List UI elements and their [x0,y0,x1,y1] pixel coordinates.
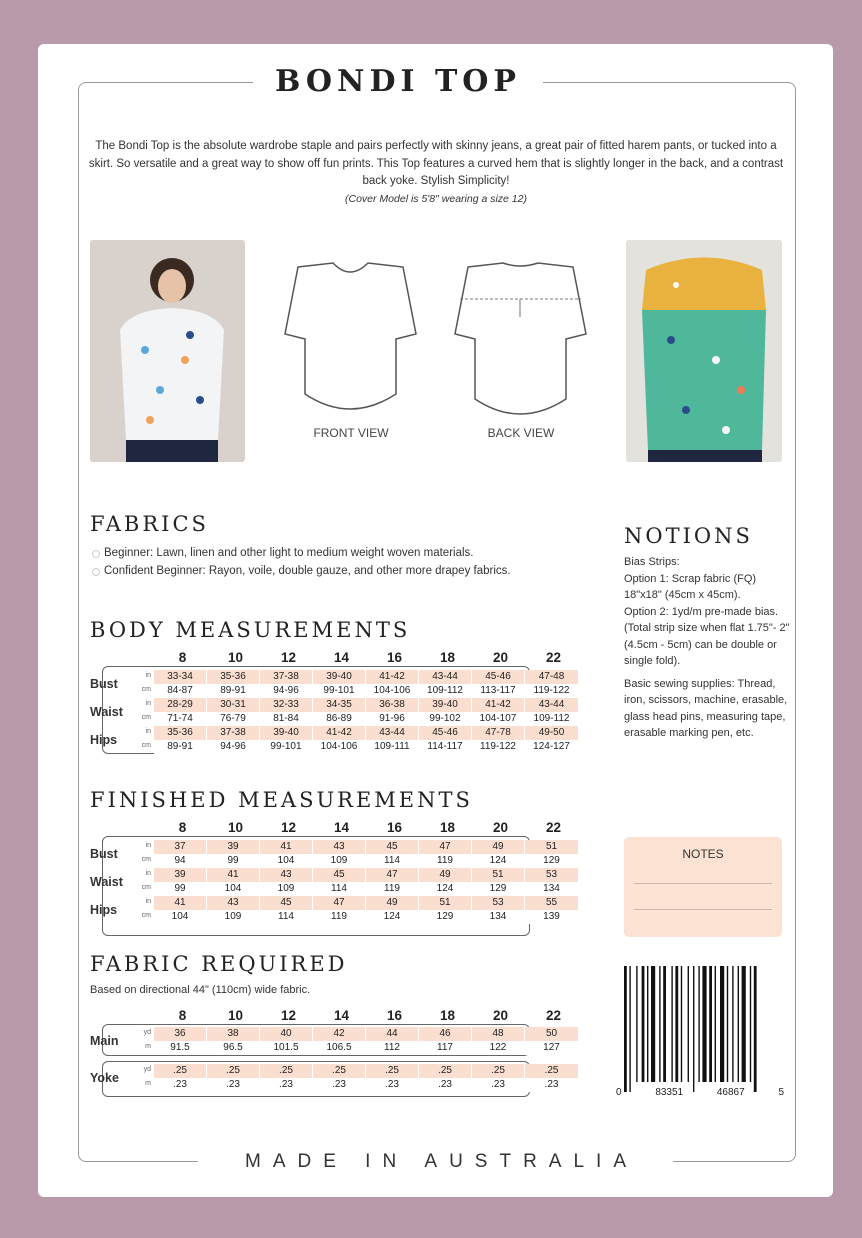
barcode-bar [671,966,672,1082]
table-cell: 86-89 [313,712,366,726]
table-cell: 109-112 [419,684,472,698]
back-photo [626,240,782,462]
barcode-bar [675,966,678,1082]
row-label: Hips [90,733,118,747]
row-label: Bust [90,847,118,861]
table-cell: 43 [260,868,313,882]
table-cell: 139 [525,910,578,924]
size-label: 20 [492,650,509,665]
table-cell: 104 [207,882,260,896]
fabric-required-table [90,1027,578,1092]
table-row [90,896,578,924]
table-cell: 40 [260,1027,313,1041]
table-cell: .25 [366,1064,419,1078]
table-cell: 47-78 [472,726,525,740]
fabrics-heading: FABRICS [90,512,209,536]
finished-measurements-heading: FINISHED MEASUREMENTS [90,788,473,812]
table-cell: 104-106 [366,684,419,698]
size-label: 12 [280,1008,297,1023]
table-cell: 104 [260,854,313,868]
table-cell: 104-106 [313,740,366,754]
table-cell: 94 [154,854,207,868]
table-cell: .25 [207,1064,260,1078]
footer-text: MADE IN AUSTRALIA [245,1151,638,1172]
table-cell: 43 [207,896,260,910]
table-cell: 50 [525,1027,578,1041]
table-cell: 39-40 [419,698,472,712]
table-cell: 106.5 [313,1041,366,1055]
barcode-bar [715,966,716,1082]
table-cell: 45 [366,840,419,854]
unit-label: in [145,700,151,707]
front-photo [90,240,245,462]
barcode-bar [624,966,627,1092]
table-cell: 47 [366,868,419,882]
unit-label: cm [141,714,151,721]
table-cell: 37-38 [207,726,260,740]
barcode-bar [738,966,739,1082]
table-cell: 35-36 [154,726,207,740]
table-cell: 39-40 [260,726,313,740]
table-cell: 94-96 [260,684,313,698]
unit-label: in [145,672,151,679]
table-cell: 49 [366,896,419,910]
table-cell: 53 [525,868,578,882]
size-label: 18 [439,650,456,665]
unit-label: cm [141,884,151,891]
table-cell: 89-91 [154,740,207,754]
barcode-image [624,966,774,1096]
table-cell: .23 [207,1078,260,1092]
table-cell: 36-38 [366,698,419,712]
footer-block [198,1144,673,1180]
barcode-bar [709,966,712,1082]
finished-size-header [156,820,580,835]
size-label: 20 [492,1008,509,1023]
unit-label: cm [141,742,151,749]
back-view-sketch [448,259,593,419]
size-label: 22 [545,820,562,835]
barcode-bar [750,966,751,1082]
table-cell: 38 [207,1027,260,1041]
front-view-label: FRONT VIEW [313,426,389,440]
table-cell: 112 [366,1041,419,1055]
table-cell: 33-34 [154,670,207,684]
table-cell: 43-44 [525,698,578,712]
table-row [90,698,578,726]
barcode-bar [647,966,648,1082]
unit-label: in [145,842,151,849]
table-cell: 122 [472,1041,525,1055]
table-cell: .23 [154,1078,207,1092]
barcode-digit: 83351 [655,1087,684,1098]
table-cell: 39 [207,840,260,854]
intro-cover-note: (Cover Model is 5'8" wearing a size 12) [345,192,527,205]
size-label: 16 [386,1008,403,1023]
row-label: Hips [90,903,118,917]
body-measurements-table [90,670,578,754]
table-cell: 41-42 [472,698,525,712]
table-cell: 47-48 [525,670,578,684]
notions-paragraph: Option 2: 1yd/m pre-made bias. (Total strip size when flat 1.75"- 2" (4.5cm - 5cm) can be double or single fold). [624,605,790,667]
table-cell: 45-46 [472,670,525,684]
table-cell: .25 [472,1064,525,1078]
notions-paragraph: Bias Strips: [624,556,680,568]
table-cell: 71-74 [154,712,207,726]
size-label: 12 [280,820,297,835]
table-row [90,868,578,896]
table-cell: 43-44 [419,670,472,684]
table-cell: 101.5 [260,1041,313,1055]
table-cell: 45 [260,896,313,910]
table-cell: 45-46 [419,726,472,740]
table-cell: 99-101 [313,684,366,698]
unit-label: m [145,1043,151,1050]
table-cell: 49 [419,868,472,882]
table-cell: 44 [366,1027,419,1041]
required-size-header [156,1008,580,1023]
unit-label: in [145,898,151,905]
barcode-bar [636,966,637,1082]
table-cell: 42 [313,1027,366,1041]
size-label: 14 [333,1008,350,1023]
table-cell: .23 [419,1078,472,1092]
table-cell: .25 [313,1064,366,1078]
pattern-back-card [38,44,833,1197]
barcode-numbers [616,1087,784,1098]
size-label: 8 [178,820,187,835]
table-cell: .23 [366,1078,419,1092]
barcode-bar [732,966,733,1082]
unit-label: in [145,870,151,877]
table-cell: 109 [260,882,313,896]
table-cell: 109-111 [366,740,419,754]
row-label: Waist [90,705,123,719]
table-cell: 43 [313,840,366,854]
notes-line [634,883,772,884]
page-title: BONDI TOP [275,64,521,99]
size-label: 8 [178,1008,187,1023]
intro-text-block [88,138,784,208]
barcode-bar [693,966,694,1092]
table-cell: 47 [419,840,472,854]
table-cell: .25 [525,1064,578,1078]
table-cell: 94-96 [207,740,260,754]
table-cell: 48 [472,1027,525,1041]
table-cell: 124 [419,882,472,896]
table-cell: .23 [260,1078,313,1092]
table-cell: 32-33 [260,698,313,712]
table-cell: 119-122 [472,740,525,754]
size-label: 22 [545,1008,562,1023]
unit-label: cm [141,686,151,693]
size-label: 8 [178,650,187,665]
front-view-sketch [278,259,423,419]
table-cell: 49 [472,840,525,854]
table-cell: 37-38 [260,670,313,684]
table-cell: 96.5 [207,1041,260,1055]
body-size-header [156,650,580,665]
table-cell: .23 [313,1078,366,1092]
list-item: Confident Beginner: Rayon, voile, double gauze, and other more drapey fabrics. [92,562,592,580]
back-view-label: BACK VIEW [487,426,555,440]
barcode-bar [754,966,757,1092]
barcode-digit: 5 [778,1087,784,1098]
barcode-bar [629,966,630,1092]
size-label: 22 [545,650,562,665]
table-cell: 43-44 [366,726,419,740]
table-cell: 49-50 [525,726,578,740]
notes-box [624,837,782,937]
table-cell: .25 [260,1064,313,1078]
table-cell: 109 [207,910,260,924]
table-cell: 89-91 [207,684,260,698]
intro-paragraph: The Bondi Top is the absolute wardrobe staple and pairs perfectly with skinny jeans, a great pair of fitted harem pants, or tucked into a skirt. So versatile and a great way to show off fun prints. This Top features a curved hem that is slightly longer in the back, and a contrast back yoke. Stylish Simplicity! [88,140,784,187]
size-label: 14 [333,820,350,835]
table-cell: 41 [260,840,313,854]
table-cell: 47 [313,896,366,910]
unit-label: cm [141,856,151,863]
table-row [90,726,578,754]
table-cell: 55 [525,896,578,910]
table-cell: 81-84 [260,712,313,726]
table-cell: 41-42 [366,670,419,684]
table-cell: 109 [313,854,366,868]
table-cell: .23 [472,1078,525,1092]
table-cell: 36 [154,1027,207,1041]
barcode-bar [663,966,666,1082]
fabrics-list [92,544,592,580]
size-label: 14 [333,650,350,665]
table-cell: 39 [154,868,207,882]
barcode-digit: 46867 [716,1087,745,1098]
barcode-bar [720,966,724,1082]
table-cell: 84-87 [154,684,207,698]
unit-label: yd [143,1066,151,1073]
row-label: Yoke [90,1071,119,1085]
size-label: 18 [439,1008,456,1023]
table-cell: 41-42 [313,726,366,740]
table-cell: 99 [207,854,260,868]
barcode-bar [651,966,655,1082]
table-cell: 114 [260,910,313,924]
table-cell: 91-96 [366,712,419,726]
table-cell: 41 [207,868,260,882]
size-label: 16 [386,820,403,835]
table-cell: 124 [472,854,525,868]
body-measurements-heading: BODY MEASUREMENTS [90,618,411,642]
table-cell: 134 [472,910,525,924]
table-cell: 104-107 [472,712,525,726]
table-cell: 109-112 [525,712,578,726]
table-cell: 45 [313,868,366,882]
unit-label: m [145,1080,151,1087]
row-label: Bust [90,677,118,691]
size-label: 10 [227,1008,244,1023]
barcode-bar [698,966,699,1082]
table-cell: 113-117 [472,684,525,698]
finished-measurements-table [90,840,578,924]
size-label: 12 [280,650,297,665]
table-cell: 119 [313,910,366,924]
table-cell: 28-29 [154,698,207,712]
table-cell: 53 [472,896,525,910]
barcode-digit: 0 [616,1087,622,1098]
table-cell: 35-36 [207,670,260,684]
barcode-bar [681,966,682,1082]
barcode-bar [727,966,728,1082]
table-cell: 124-127 [525,740,578,754]
table-cell: 119 [419,854,472,868]
table-cell: 51 [525,840,578,854]
table-cell: 30-31 [207,698,260,712]
barcode-bar [742,966,746,1082]
table-cell: 129 [472,882,525,896]
table-row [90,1064,578,1092]
title-block [253,62,543,102]
notions-heading: NOTIONS [624,524,753,548]
table-cell: .25 [154,1064,207,1078]
table-cell: 104 [154,910,207,924]
table-cell: 129 [525,854,578,868]
size-label: 16 [386,650,403,665]
table-cell: 114-117 [419,740,472,754]
barcode-bar [659,966,660,1082]
table-cell: .23 [525,1078,578,1092]
notes-line [634,909,772,910]
table-cell: 51 [472,868,525,882]
unit-label: yd [143,1029,151,1036]
table-cell: 99-102 [419,712,472,726]
table-cell: 46 [419,1027,472,1041]
table-cell: 76-79 [207,712,260,726]
size-label: 10 [227,650,244,665]
table-cell: 41 [154,896,207,910]
table-cell: 119 [366,882,419,896]
notions-paragraph: Option 1: Scrap fabric (FQ) 18"x18" (45cm x 45cm). [624,572,757,601]
barcode-bar [702,966,706,1082]
table-cell: 39-40 [313,670,366,684]
table-cell: 127 [525,1041,578,1055]
table-cell: 34-35 [313,698,366,712]
table-row [90,1027,578,1055]
row-label: Main [90,1034,119,1048]
row-label: Waist [90,875,123,889]
table-cell: 134 [525,882,578,896]
table-cell: 117 [419,1041,472,1055]
barcode-bar [688,966,689,1082]
size-label: 10 [227,820,244,835]
table-cell: 51 [419,896,472,910]
fabric-required-heading: FABRIC REQUIRED [90,952,348,976]
fabric-required-note: Based on directional 44" (110cm) wide fabric. [90,984,311,996]
list-item: Beginner: Lawn, linen and other light to medium weight woven materials. [92,544,592,562]
table-cell: 99 [154,882,207,896]
unit-label: in [145,728,151,735]
barcode-bar [642,966,645,1082]
table-cell: 37 [154,840,207,854]
notions-panel [624,524,794,748]
notes-title: NOTES [682,847,724,861]
table-cell: .25 [419,1064,472,1078]
table-cell: 119-122 [525,684,578,698]
size-label: 18 [439,820,456,835]
table-row [90,670,578,698]
table-cell: 91.5 [154,1041,207,1055]
unit-label: cm [141,912,151,919]
table-cell: 124 [366,910,419,924]
notions-paragraph: Basic sewing supplies: Thread, iron, scissors, machine, erasable, glass head pins, measuring tape, erasable marking pen, etc. [624,677,788,739]
size-label: 20 [492,820,509,835]
table-row [90,840,578,868]
table-cell: 114 [313,882,366,896]
table-cell: 99-101 [260,740,313,754]
table-cell: 114 [366,854,419,868]
table-cell: 129 [419,910,472,924]
